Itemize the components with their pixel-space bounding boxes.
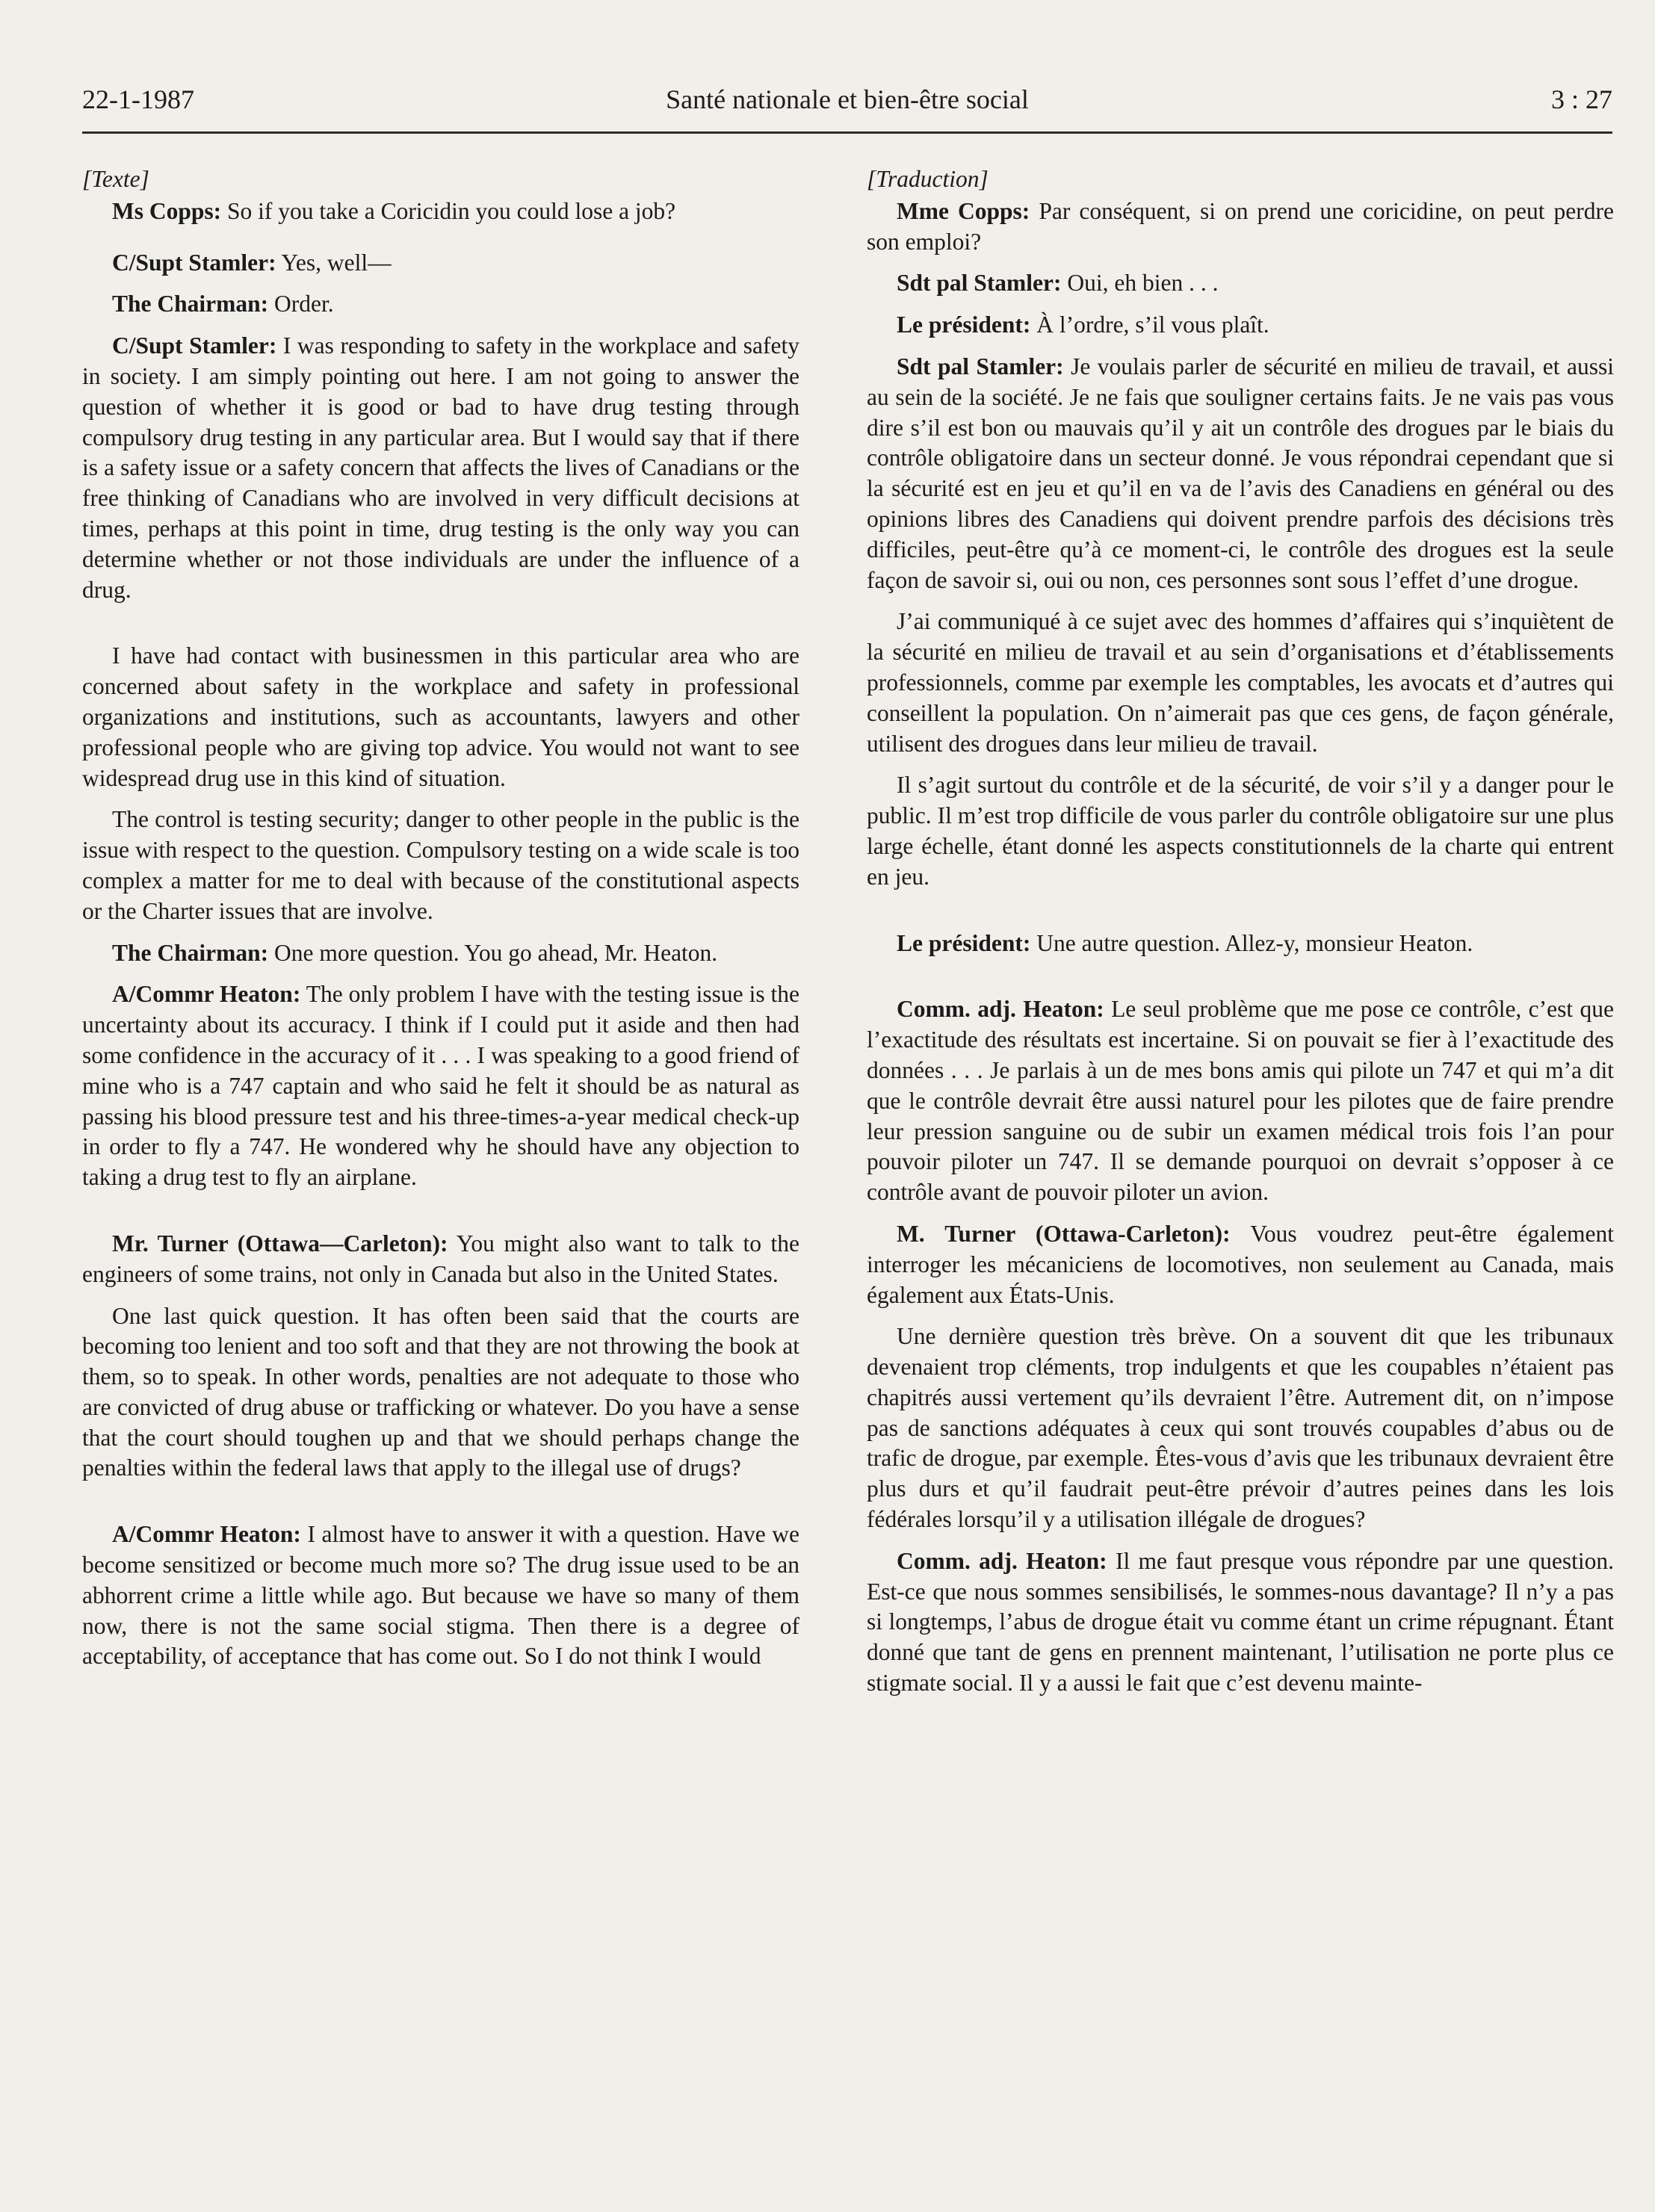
paragraph-text: J’ai communiqué à ce sujet avec des hommes d’affaires qui s’inquiètent de la sécurité en milieu de travail et au sein d’organisations et d’établissements professionnels, comme par exemple les comptables, les avocats et d’autres qui conseillent la population. On n’aimerait pas que ces gens, de façon générale, utilisent des drogues dans leur milieu de travail. [867,608,1614,757]
paragraph-text: Le seul problème que me pose ce contrôle, c’est que l’exactitude des résultats est incertaine. Si on pouvait se fier à l’exactitude des données . . . Je parlais à un de mes bons amis qui pilote un 747 et qui m’a dit que le contrôle devrait être aussi naturel pour les pilotes que de faire prendre leur pression sanguine ou de subir un examen médical trois fois l’an pour pouvoir piloter un 747. Il se demande pourquoi on devrait s’opposer à ce contrôle avant de pouvoir piloter un avion. [867,996,1614,1206]
paragraph [82,1229,799,1290]
english-column [82,164,799,1683]
speaker-name: Comm. adj. Heaton: [897,1547,1107,1574]
paragraph [82,1519,799,1672]
paragraph [82,196,799,227]
header-rule [82,131,1612,134]
paragraph-text: I was responding to safety in the workplace and safety in society. I am simply pointing out here. I am not going to answer the question of whether it is good or bad to have drug testing through compulsory drug testing in any particular area. But I would say that if there is a safety issue or a safety concern that affects the lives of Canadians or the free thinking of Canadians who are involved in very difficult decisions at times, perhaps at this point in time, drug testing is the only way you can determine whether or not those individuals are under the influence of a drug. [82,332,799,603]
speaker-name: Le président: [897,929,1031,956]
paragraph-text: Order. [268,291,334,317]
speaker-name: C/Supt Stamler: [112,332,277,359]
speaker-name: Comm. adj. Heaton: [897,996,1104,1023]
paragraph-text: Une dernière question très brève. On a souvent dit que les tribunaux devenaient trop cléments, trop indulgents et que les coupables n’étaient pas chapitrés aussi vertement qu’ils devraient l’être. Autrement dit, on n’impose pas de sanctions adéquates à ceux qui sont trouvés coupables d’abus ou de trafic de drogue, par exemple. Êtes-vous d’avis que les tribunaux devraient être plus durs et qu’il faudrait peut-être prévoir d’autres peines dans les lois fédérales lorsqu’il y a utilisation illégale de drogues? [867,1323,1614,1533]
paragraph [867,994,1614,1208]
paragraph [82,938,799,969]
speaker-name: A/Commr Heaton: [112,981,301,1008]
speaker-name: Sdt pal Stamler: [897,270,1062,297]
paragraph-text: Oui, eh bien . . . [1061,270,1219,297]
speaker-name: Ms Copps: [112,197,222,224]
paragraph-text: One last quick question. It has often been said that the courts are becoming too lenient and too soft and that they are not throwing the book at them, so to speak. In other words, penalties are not adequate to those who are convicted of drug abuse or trafficking or whatever. Do you have a sense that the court should toughen up and that we should perhaps change the penalties within the federal laws that apply to the illegal use of drugs? [82,1302,799,1481]
paragraph-text: You might also want to talk to the engineers of some trains, not only in Canada but also in the United States. [82,1230,799,1287]
speaker-name: Le président: [897,312,1031,338]
header-title: Santé nationale et bien-être social [666,84,1029,114]
paragraph-text: The only problem I have with the testing issue is the uncertainty about its accuracy. I think if I could put it aside and then had some confidence in the accuracy of it . . . I was speaking to a good friend of mine who is a 747 captain and who said he felt it should be as natural as passing his blood pressure test and his three-times-a-year medical check-up in order to fly a 747. He wondered why he should have any objection to taking a drug test to fly an airplane. [82,981,800,1191]
paragraph-text: I have had contact with businessmen in this particular area who are concerned about safety in the workplace and safety in professional organizations and institutions, such as accountants, lawyers and other professional people who are giving top advice. You would not want to see widespread drug use in this kind of situation. [82,642,799,791]
paragraph-text: Je voulais parler de sécurité en milieu de travail, et aussi au sein de la société. Je ne fais que souligner certains faits. Je ne vais pas vous dire s’il est bon ou mauvais qu’il y ait un contrôle des drogues par le biais du contrôle obligatoire dans un secteur donné. Je vous répondrai cependant que si la sécurité est en jeu et qu’il en va de l’avis des Canadiens en général ou des opinions libres des Canadiens qui doivent prendre parfois des décisions très difficiles, peut-être qu’à ce moment-ci, le contrôle des drogues est la seule façon de savoir si, oui ou non, ces personnes sont sous l’effet d’une drogue. [867,353,1614,593]
paragraph [867,929,1614,959]
paragraph [867,770,1614,892]
paragraph [867,310,1614,341]
paragraph [867,1322,1614,1535]
speaker-name: C/Supt Stamler: [112,249,276,276]
paragraph [82,248,799,279]
paragraph [867,196,1614,258]
speaker-name: M. Turner (Ottawa-Carleton): [897,1220,1231,1247]
paragraph-text: So if you take a Coricidin you could lose a job? [221,197,676,224]
paragraph-text: Une autre question. Allez-y, monsieur Heaton. [1030,929,1473,956]
speaker-name: The Chairman: [112,939,269,966]
paragraph [82,641,799,793]
paragraph [82,289,799,320]
speaker-name: Mme Copps: [897,197,1030,224]
translation-marker: [Traduction] [867,166,989,192]
paragraph [82,979,799,1193]
paragraph [867,352,1614,595]
paragraph [82,1301,799,1484]
paragraph-text: Vous voudrez peut-être également interroger les mécaniciens de locomotives, non seulement au Canada, mais également aux États-Unis. [867,1220,1614,1308]
speaker-name: Mr. Turner (Ottawa—Carleton): [112,1230,448,1257]
paragraph [867,1219,1614,1310]
speaker-name: Sdt pal Stamler: [897,353,1064,379]
paragraph [82,805,799,926]
paragraph [82,331,799,605]
speaker-name: The Chairman: [112,291,269,317]
paragraph [867,607,1614,759]
header-page-number: 3 : 27 [1550,84,1612,114]
paragraph-text: The control is testing security; danger to other people in the public is the issue with respect to the question. Compulsory testing on a wide scale is too complex a matter for me to deal with because of the constitutional aspects or the Charter issues that are involve. [82,806,799,924]
speaker-name: A/Commr Heaton: [112,1521,301,1548]
paragraph [867,1546,1614,1699]
paragraph-text: Il me faut presque vous répondre par une question. Est-ce que nous sommes sensibilisés, le sommes-nous davantage? Il n’y a pas si longtemps, l’abus de drogue était vu comme étant un crime répugnant. Étant donné que tant de gens en prennent maintenant, l’utilisation ne porte plus ce stigmate social. Il y a aussi le fait que c’est devenu mainte- [867,1547,1614,1697]
paragraph-text: À l’ordre, s’il vous plaît. [1030,312,1269,338]
paragraph [867,268,1614,299]
paragraph-text: One more question. You go ahead, Mr. Heaton. [268,939,718,966]
text-marker: [Texte] [82,166,149,192]
paragraph-text: Il s’agit surtout du contrôle et de la sécurité, de voir s’il y a danger pour le public. Il m’est trop difficile de vous parler du contrôle obligatoire sur une plus large échelle, étant donné les aspects constitutionnels de la charte qui entrent en jeu. [867,772,1614,890]
paragraph-text: Par conséquent, si on prend une coricidine, on peut perdre son emploi? [867,197,1614,255]
french-column [867,164,1614,1710]
header-date: 22-1-1987 [82,84,194,114]
paragraph-text: Yes, well— [276,249,392,276]
paragraph-text: I almost have to answer it with a question. Have we become sensitized or become much more so? The drug issue used to be an abhorrent crime a little while ago. But because we have so many of them now, there is not the same social stigma. Then there is a degree of acceptability, of acceptance that has come out. So I do not think I would [82,1521,800,1670]
page-header [82,84,1612,128]
